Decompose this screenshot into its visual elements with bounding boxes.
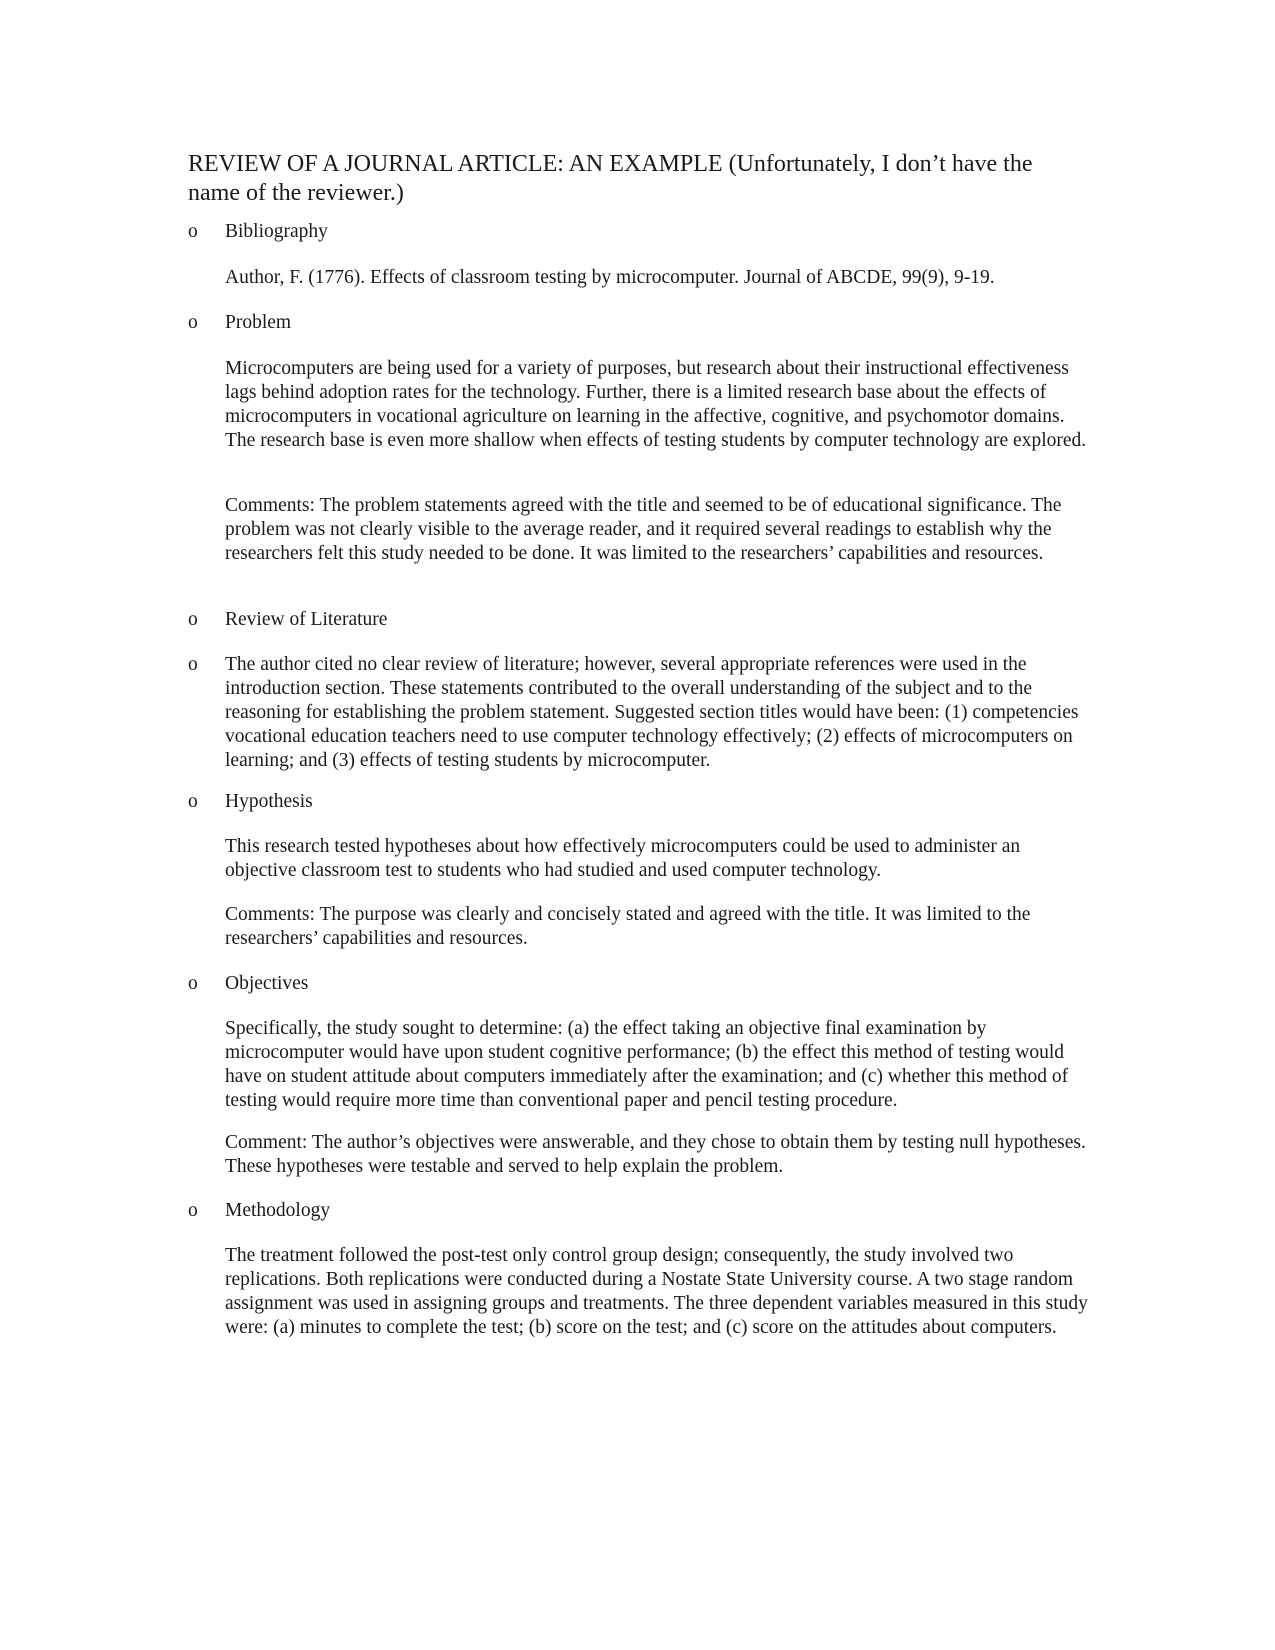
section-heading-label: Objectives [225, 973, 309, 994]
methodology-text: The treatment followed the post-test only control group design; consequently, the study involved two replications. Both replications were conducted during a Nostate State University course. A two stage random assignment was used in assigning groups and treatments. The three dependent variables measured in this study were: (a) minutes to complete the test; (b) score on the test; and (c) score on the attitudes about computers. [225, 1245, 1088, 1338]
section-heading-label: Hypothesis [225, 791, 313, 812]
review-of-literature-text: The author cited no clear review of literature; however, several appropriate references were used in the introduction section. These statements contributed to the overall understanding of the subject and to the reasoning for establishing the problem statement. Suggested section titles would have been: (1) competencies vocational education teachers need to use computer technology effectively; (2) effects of microcomputers on learning; and (3) effects of testing students by microcomputer. [225, 654, 1079, 771]
section-heading-label: Bibliography [225, 221, 328, 242]
problem-comments: Comments: The problem statements agreed with the title and seemed to be of educational significance. The problem was not clearly visible to the average reader, and it required several readings to establish why the researchers felt this study needed to be done. It was limited to the researchers’ capabilities and resources. [225, 495, 1062, 564]
bullet-icon: o [188, 312, 198, 333]
bullet-icon: o [188, 654, 198, 675]
section-heading-label: Methodology [225, 1200, 331, 1221]
problem-text: Microcomputers are being used for a variety of purposes, but research about their instructional effectiveness lags behind adoption rates for the technology. Further, there is a limited research base about the effects of microcomputers in vocational agriculture on learning in the affective, cognitive, and psychomotor domains. The research base is even more shallow when effects of testing students by computer technology are explored. [225, 358, 1087, 451]
bullet-icon: o [188, 609, 198, 630]
hypothesis-comments: Comments: The purpose was clearly and concisely stated and agreed with the title. It was limited to the researchers’ capabilities and resources. [225, 904, 1031, 949]
bullet-icon: o [188, 221, 198, 242]
bullet-icon: o [188, 791, 198, 812]
hypothesis-text: This research tested hypotheses about how effectively microcomputers could be used to administer an objective classroom test to students who had studied and used computer technology. [225, 836, 1021, 881]
objectives-text: Specifically, the study sought to determine: (a) the effect taking an objective final examination by microcomputer would have upon student cognitive performance; (b) the effect this method of testing would have on student attitude about computers immediately after the examination; and (c) whether this method of testing would require more time than conventional paper and pencil testing procedure. [225, 1018, 1069, 1111]
bullet-icon: o [188, 1200, 198, 1221]
section-heading-label: Review of Literature [225, 609, 388, 630]
objectives-comment: Comment: The author’s objectives were answerable, and they chose to obtain them by testing null hypotheses. These hypotheses were testable and served to help explain the problem. [225, 1132, 1086, 1177]
document-title: REVIEW OF A JOURNAL ARTICLE: AN EXAMPLE (Unfortunately, I don’t have the name of the reviewer.) [188, 151, 1033, 206]
section-heading-label: Problem [225, 312, 292, 333]
bibliography-citation: Author, F. (1776). Effects of classroom testing by microcomputer. Journal of ABCDE, 99(9), 9-19. [225, 267, 995, 288]
bullet-icon: o [188, 973, 198, 994]
